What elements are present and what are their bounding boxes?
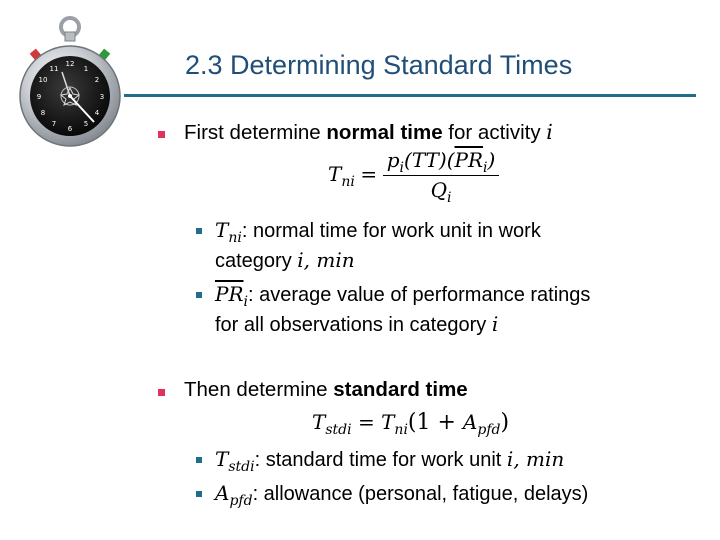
svg-text:12: 12: [65, 60, 75, 68]
svg-text:10: 10: [38, 76, 48, 84]
math-var: i: [546, 120, 553, 144]
bullet-standard-time: [184, 378, 468, 402]
svg-text:7: 7: [51, 120, 57, 128]
sub-bullet-marker: [196, 457, 202, 463]
sub-bullet-marker: [196, 228, 202, 234]
svg-text:1: 1: [83, 65, 89, 73]
eq-numerator: $p_i(TT)(\overline{PR}_i)$: [383, 148, 500, 176]
bullet-bold-text: standard time: [333, 378, 468, 401]
sub-bullet-marker: [196, 292, 202, 298]
sub-bullet-pri: $\overline{PR}_i$: average value of performance ratings for all observations in category i: [215, 282, 591, 336]
eq-lhs: $T_{ni}$: [328, 161, 355, 190]
bullet-text: Then determine: [184, 378, 334, 401]
bullet-bold-text: normal time: [326, 121, 443, 144]
sub-bullet-marker: [196, 491, 202, 497]
svg-text:6: 6: [67, 125, 73, 133]
svg-text:2: 2: [94, 76, 100, 84]
svg-text:9: 9: [36, 93, 42, 101]
eq-pr-bar: $\overline{PR}$: [454, 148, 484, 172]
bullet-text: First determine: [184, 121, 327, 144]
sub-bullet-tstdi: $T_{stdi}$: standard time for work unit i, min: [215, 447, 565, 475]
eq-equals: =: [360, 161, 378, 186]
bullet-marker: [158, 389, 165, 396]
equation-normal-time: [328, 148, 499, 206]
svg-text:8: 8: [40, 109, 46, 117]
eq-fraction: [383, 148, 500, 206]
svg-text:5: 5: [83, 120, 89, 128]
bullet-normal-time: [184, 120, 553, 145]
svg-text:3: 3: [99, 93, 105, 101]
svg-text:4: 4: [94, 109, 100, 117]
bullet-marker: [158, 131, 165, 138]
bullet-text: for activity: [442, 121, 547, 144]
equation-standard-time: $T_{stdi} = T_{ni}(1 + A_{pfd})$: [312, 410, 510, 438]
sub-bullet-apfd: $A_{pfd}$: allowance (personal, fatigue, delays): [215, 481, 589, 509]
svg-text:11: 11: [49, 65, 59, 73]
eq-denominator: $Q_i$: [430, 178, 452, 206]
sub-bullet-tni: $T_{ni}$: normal time for work unit in work category i, min: [215, 218, 541, 272]
slide-title: 2.3 Determining Standard Times: [185, 50, 573, 80]
